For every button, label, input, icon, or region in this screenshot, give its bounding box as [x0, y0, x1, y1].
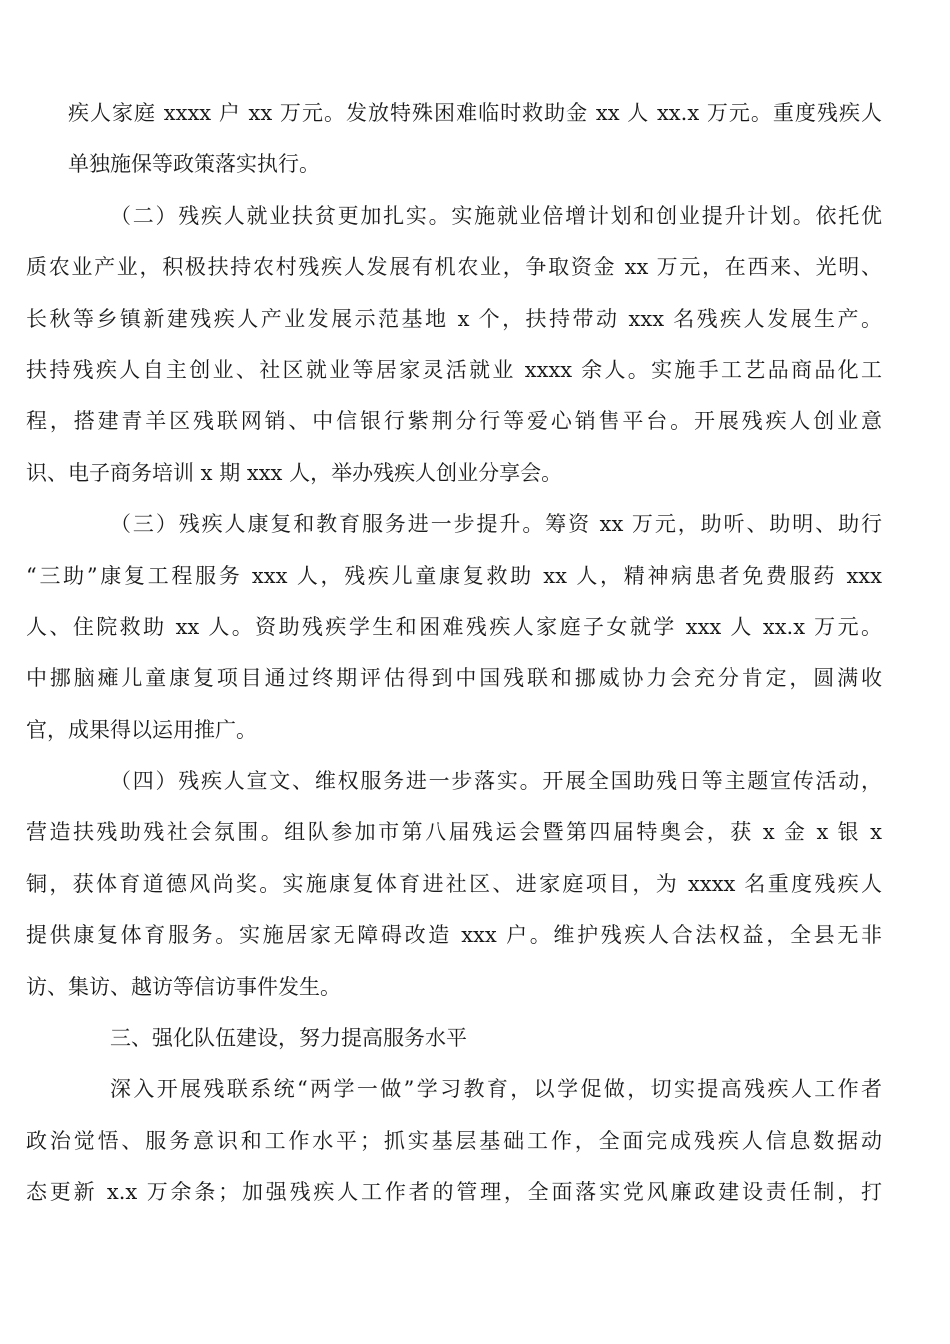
text-line: 识、电子商务培训 x 期 xxx 人，举办残疾人创业分享会。 — [26, 460, 563, 485]
paragraph-p6 — [26, 1064, 882, 1218]
paragraph-p5 — [68, 1013, 882, 1064]
paragraph-p1 — [68, 88, 882, 191]
text-line: 深入开展残联系统“两学一做”学习教育，以学促做，切实提高残疾人工作者 — [110, 1077, 882, 1102]
text-line: 程，搭建青羊区残联网销、中信银行紫荆分行等爱心销售平台。开展残疾人创业意 — [26, 409, 882, 434]
text-line: 访、集访、越访等信访事件发生。 — [26, 974, 341, 999]
text-line: 长秋等乡镇新建残疾人产业发展示范基地 x 个，扶持带动 xxx 名残疾人发展生产。 — [26, 306, 882, 331]
text-line: （四）残疾人宣文、维权服务进一步落实。开展全国助残日等主题宣传活动， — [110, 769, 882, 794]
text-line: 铜，获体育道德风尚奖。实施康复体育进社区、进家庭项目，为 xxxx 名重度残疾人 — [26, 871, 882, 896]
document-body — [26, 88, 882, 1219]
text-line: 中挪脑瘫儿童康复项目通过终期评估得到中国残联和挪威协力会充分肯定，圆满收 — [26, 666, 882, 691]
paragraph-p4 — [26, 756, 882, 1013]
text-line: （三）残疾人康复和教育服务进一步提升。筹资 xx 万元，助听、助明、助行 — [110, 512, 882, 537]
text-line: 三、强化队伍建设，努力提高服务水平 — [110, 1026, 467, 1051]
text-line: 态更新 x.x 万余条；加强残疾人工作者的管理，全面落实党风廉政建设责任制，打 — [26, 1180, 882, 1205]
text-line: 政治觉悟、服务意识和工作水平；抓实基层基础工作，全面完成残疾人信息数据动 — [26, 1128, 882, 1153]
text-line: 营造扶残助残社会氛围。组队参加市第八届残运会暨第四届特奥会，获 x 金 x 银 x — [26, 820, 882, 845]
text-line: （二）残疾人就业扶贫更加扎实。实施就业倍增计划和创业提升计划。依托优 — [110, 203, 882, 228]
text-line: 单独施保等政策落实执行。 — [68, 152, 320, 177]
text-line: 官，成果得以运用推广。 — [26, 717, 257, 742]
text-line: 疾人家庭 xxxx 户 xx 万元。发放特殊困难临时救助金 xx 人 xx.x 万元。重度残疾人 — [68, 101, 882, 125]
text-line: 扶持残疾人自主创业、社区就业等居家灵活就业 xxxx 余人。实施手工艺品商品化工 — [26, 357, 882, 382]
paragraph-p3 — [26, 499, 882, 756]
text-line: 质农业产业，积极扶持农村残疾人发展有机农业，争取资金 xx 万元，在西来、光明、 — [26, 255, 882, 280]
text-line: 提供康复体育服务。实施居家无障碍改造 xxx 户。维护残疾人合法权益，全县无非 — [26, 923, 882, 948]
text-line: “三助”康复工程服务 xxx 人，残疾儿童康复救助 xx 人，精神病患者免费服药 xxx — [26, 563, 882, 588]
paragraph-p2 — [26, 191, 882, 499]
text-line: 人、住院救助 xx 人。资助残疾学生和困难残疾人家庭子女就学 xxx 人 xx.x 万元。 — [26, 614, 882, 639]
